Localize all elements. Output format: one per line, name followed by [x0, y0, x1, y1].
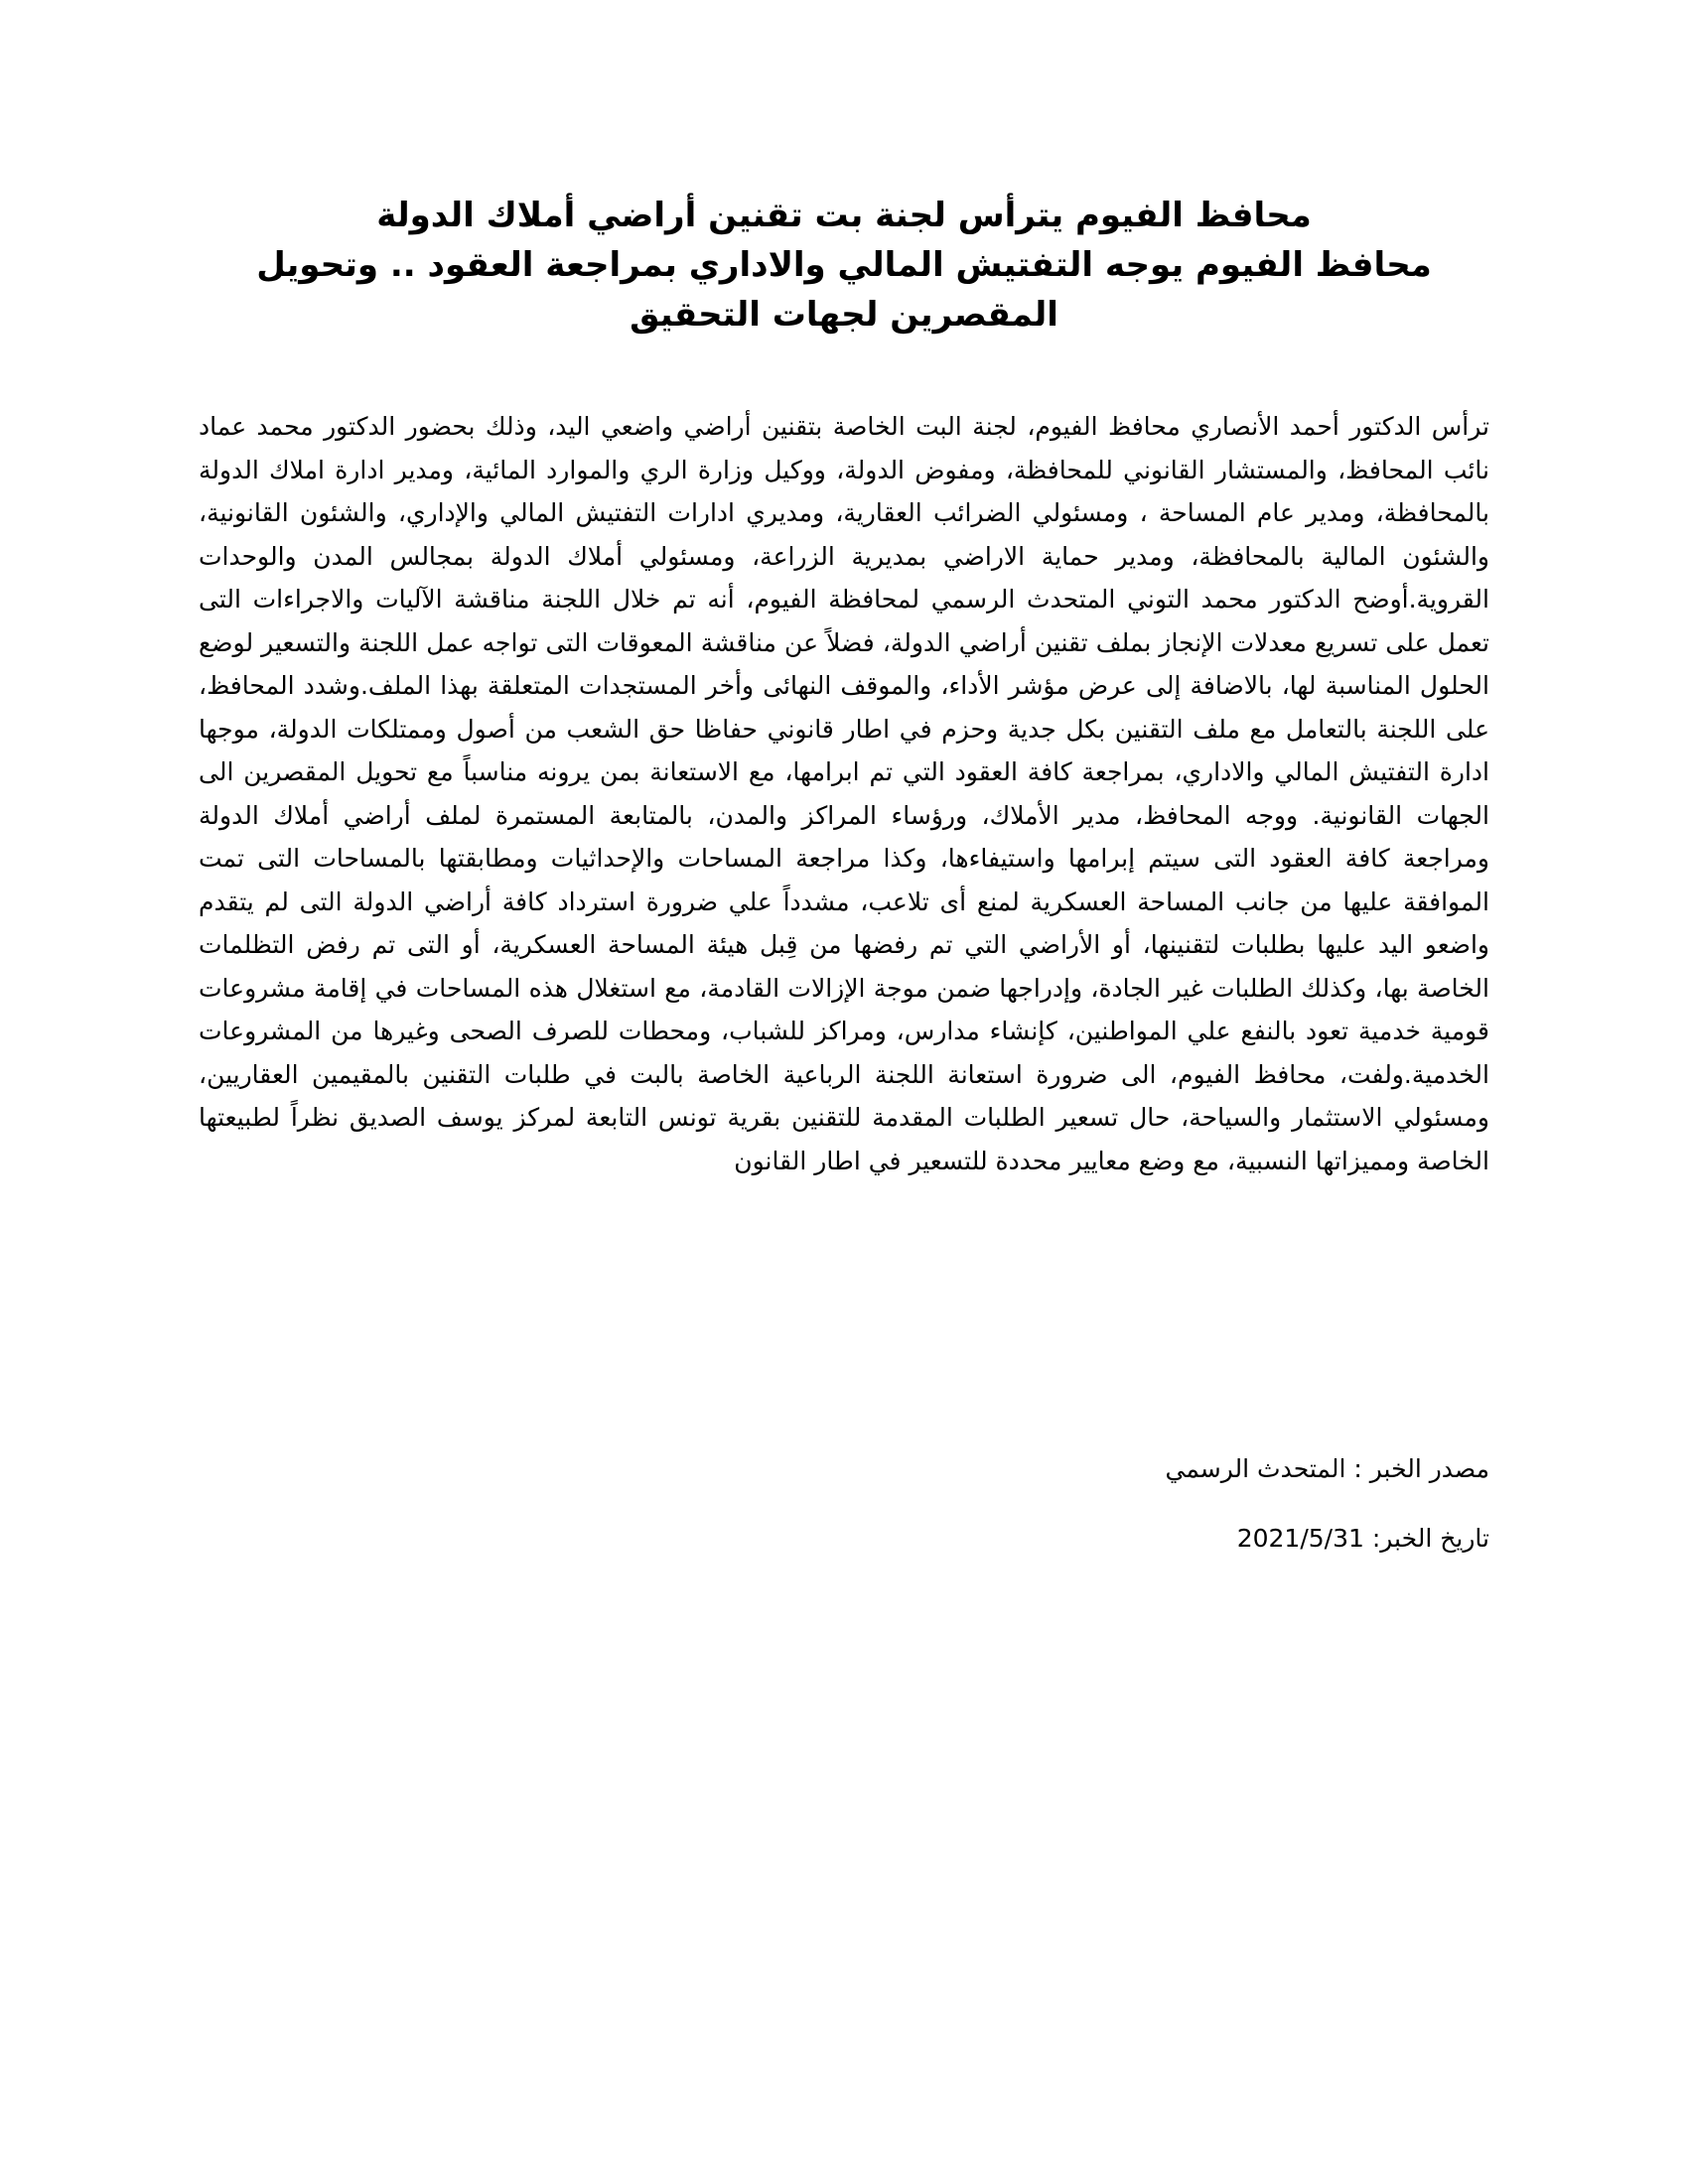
headline-line-1: محافظ الفيوم يترأس لجنة بت تقنين أراضي أملاك الدولة: [376, 196, 1312, 235]
headline-line-3: المقصرين لجهات التحقيق: [630, 295, 1058, 335]
news-source-value: المتحدث الرسمي: [1165, 1454, 1346, 1483]
news-date-label: تاريخ الخبر:: [1371, 1524, 1489, 1553]
headline: [199, 191, 1489, 340]
news-date-value: 2021/5/31: [1236, 1524, 1364, 1553]
news-source-label: مصدر الخبر :: [1353, 1454, 1489, 1483]
news-source: [1166, 1449, 1489, 1489]
news-date: [1237, 1519, 1489, 1559]
headline-line-2: محافظ الفيوم يوجه التفتيش المالي والاداري بمراجعة العقود .. وتحويل: [256, 245, 1432, 285]
body-paragraph: ترأس الدكتور أحمد الأنصاري محافظ الفيوم، لجنة البت الخاصة بتقنين أراضي واضعي اليد، وذلك بحضور الدكتور محمد عماد نائب المحافظ، والمستشار القانوني للمحافظة، ومفوض الدولة، ووكيل وزارة الري والموارد المائية، ومدير ادارة املاك الدولة بالمحافظة، ومدير عام المساحة ، ومسئولي الضرائب العقارية، ومديري ادارات التفتيش المالي والإداري، والشئون القانونية، والشئون المالية بالمحافظة، ومدير حماية الاراضي بمديرية الزراعة، ومسئولي أملاك الدولة بمجالس المدن والوحدات القروية.أوضح الدكتور محمد التوني المتحدث الرسمي لمحافظة الفيوم، أنه تم خلال اللجنة مناقشة الآليات والاجراءات التى تعمل على تسريع معدلات الإنجاز بملف تقنين أراضي الدولة، فضلاً عن مناقشة المعوقات التى تواجه عمل اللجنة والتسعير لوضع الحلول المناسبة لها، بالاضافة إلى عرض مؤشر الأداء، والموقف النهائى وأخر المستجدات المتعلقة بهذا الملف.وشدد المحافظ، على اللجنة بالتعامل مع ملف التقنين بكل جدية وحزم في اطار قانوني حفاظا حق الشعب من أصول وممتلكات الدولة، موجها ادارة التفتيش المالي والاداري، بمراجعة كافة العقود التي تم ابرامها، مع الاستعانة بمن يرونه مناسباً مع تحويل المقصرين الى الجهات القانونية. ووجه المحافظ، مدير الأملاك، ورؤساء المراكز والمدن، بالمتابعة المستمرة لملف أراضي أملاك الدولة ومراجعة كافة العقود التى سيتم إبرامها واستيفاءها، وكذا مراجعة المساحات والإحداثيات ومطابقتها بالمساحات التى تمت الموافقة عليها من جانب المساحة العسكرية لمنع أى تلاعب، مشدداً علي ضرورة استرداد كافة أراضي الدولة التى لم يتقدم واضعو اليد عليها بطلبات لتقنينها، أو الأراضي التي تم رفضها من قِبل هيئة المساحة العسكرية، أو التى تم رفض التظلمات الخاصة بها، وكذلك الطلبات غير الجادة، وإدراجها ضمن موجة الإزالات القادمة، مع استغلال هذه المساحات في إقامة مشروعات قومية خدمية تعود بالنفع علي المواطنين، كإنشاء مدارس، ومراكز للشباب، ومحطات للصرف الصحى وغيرها من المشروعات الخدمية.ولفت، محافظ الفيوم، الى ضرورة استعانة اللجنة الرباعية الخاصة بالبت في طلبات التقنين بالمقيمين العقاريين، ومسئولي الاستثمار والسياحة، حال تسعير الطلبات المقدمة للتقنين بقرية تونس التابعة لمركز يوسف الصديق نظراً لطبيعتها الخاصة ومميزاتها النسبية، مع وضع معايير محددة للتسعير في اطار القانون: [199, 412, 1489, 1175]
